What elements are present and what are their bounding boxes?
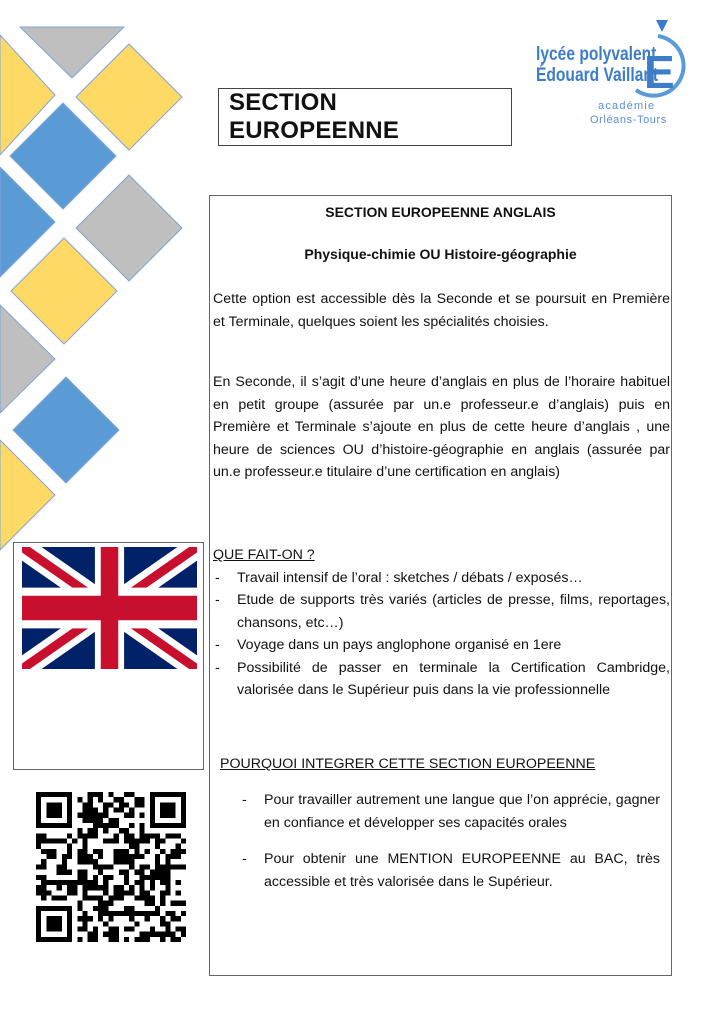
list-item: - Pour obtenir une MENTION EUROPEENNE au BAC, très accessible et très valorisée dans le Supérieur. (240, 848, 660, 893)
gray-diamond (76, 175, 182, 281)
page-title: SECTION EUROPEENNE (229, 89, 400, 144)
logo-line-school-type: lycée polyvalent (536, 44, 657, 65)
logo-line-school-name: Édouard Vaillant (536, 65, 659, 86)
content-box (209, 195, 672, 976)
list-item: - Travail intensif de l’oral : sketches / débats / exposés… (213, 567, 670, 590)
qr-code-icon (36, 792, 186, 942)
why-join-list (240, 789, 660, 893)
list-item: - Voyage dans un pays anglophone organisé en 1ere (213, 634, 670, 657)
why-join-title: POURQUOI INTEGRER CETTE SECTION EUROPEENNE (220, 756, 596, 772)
list-item: - Possibilité de passer en terminale la Certification Cambridge, valorisée dans le Supérieur puis dans la vie professionnelle (213, 657, 670, 702)
details-paragraph: En Seconde, il s’agit d’une heure d’anglais en plus de l’horaire habituel en petit groupe (assurée par un.e professeur.e d’anglais) puis en Première et Terminale s’ajoute en plus de cette heure d’anglais , une heure de sciences OU d’histoire-géographie en anglais (assurée par un.e professeur.e titulaire d’une certification en anglais) (213, 374, 670, 480)
decorative-diamond-pattern (0, 0, 200, 560)
section-subheading: Physique-chimie OU Histoire-géographie (304, 246, 577, 262)
yellow-diamond (11, 238, 117, 344)
title-box (218, 88, 512, 146)
school-logo (528, 18, 698, 133)
logo-line-academie: académie (598, 100, 656, 112)
list-item: - Etude de supports très variés (articles de presse, films, reportages, chansons, etc…) (213, 589, 670, 634)
what-we-do-title: QUE FAIT-ON ? (213, 547, 315, 563)
blue-diamond (13, 377, 119, 483)
flag-box (13, 542, 204, 770)
what-we-do-list (213, 567, 670, 702)
section-heading: SECTION EUROPEENNE ANGLAIS (325, 204, 556, 220)
intro-paragraph: Cette option est accessible dès la Seconde et se poursuit en Première et Terminale, quelques soient les spécialités choisies. (213, 291, 670, 330)
svg-text:E: E (644, 46, 675, 98)
union-jack-flag-icon (22, 547, 197, 669)
list-item: - Pour travailler autrement une langue que l’on apprécie, gagner en confiance et développer ses capacités orales (240, 789, 660, 834)
logo-line-region: Orléans-Tours (590, 114, 667, 126)
